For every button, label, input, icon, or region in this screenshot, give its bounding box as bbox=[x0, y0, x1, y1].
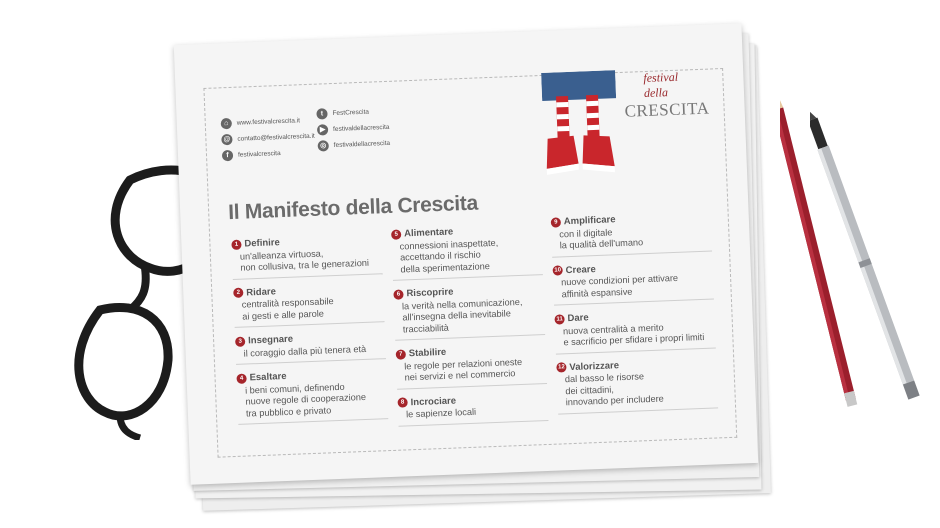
manifesto-item bbox=[554, 308, 715, 355]
item-number-badge: 3 bbox=[235, 336, 245, 346]
youtube-icon: ▶ bbox=[317, 124, 328, 135]
item-number-badge: 8 bbox=[397, 398, 407, 408]
item-description: le regole per relazioni oneste nei servizi e nel commercio bbox=[396, 356, 547, 390]
contact-row[interactable]: ⌂ www.festivalcrescita.it bbox=[220, 112, 314, 132]
facebook-icon: f bbox=[222, 149, 233, 160]
festival-logo: festival della CRESCITA bbox=[624, 69, 710, 121]
item-name: Dare bbox=[567, 312, 589, 325]
item-number-badge: 5 bbox=[391, 229, 401, 239]
manifesto-item bbox=[391, 223, 543, 281]
contacts-right bbox=[316, 103, 390, 154]
item-number-badge: 1 bbox=[231, 239, 241, 249]
item-name: Riscoprire bbox=[406, 286, 454, 300]
item-description: la verità nella comunicazione, all'insegna della inevitabile tracciabilità bbox=[394, 296, 545, 341]
item-description: il coraggio dalla più tenera età bbox=[235, 343, 386, 365]
item-name: Alimentare bbox=[403, 226, 454, 240]
manifesto-item bbox=[235, 330, 386, 365]
manifesto-item bbox=[233, 282, 384, 328]
manifesto-item bbox=[397, 391, 548, 426]
manifesto-column bbox=[551, 211, 719, 422]
item-number-badge: 11 bbox=[554, 314, 564, 324]
twitter-icon: t bbox=[316, 108, 327, 119]
item-number-badge: 7 bbox=[396, 349, 406, 359]
item-number-badge: 2 bbox=[233, 288, 243, 298]
item-name: Ridare bbox=[246, 285, 277, 298]
manifesto-item bbox=[552, 259, 713, 306]
item-name: Insegnare bbox=[247, 333, 294, 347]
manifesto-column bbox=[391, 223, 549, 434]
item-description: connessioni inaspettate, accettando il rischio della sperimentazione bbox=[391, 236, 542, 281]
manifesto-item bbox=[551, 211, 712, 258]
manifesto-column bbox=[231, 233, 388, 433]
item-description: nuove condizioni per attivare affinità espansive bbox=[553, 272, 714, 306]
item-description: le sapienze locali bbox=[398, 404, 549, 426]
item-description: con il digitale la qualità dell'umano bbox=[551, 223, 712, 257]
home-icon: ⌂ bbox=[221, 117, 232, 128]
manifesto-item bbox=[556, 356, 718, 414]
contact-row[interactable]: f festivalcrescita bbox=[222, 144, 316, 164]
item-description: un'alleanza virtuosa, non collusiva, tra le generazioni bbox=[232, 246, 383, 280]
manifesto-item bbox=[396, 343, 547, 389]
item-name: Definire bbox=[244, 237, 281, 250]
instagram-icon: ◎ bbox=[318, 140, 329, 151]
at-icon: @ bbox=[221, 133, 232, 144]
page-title: Il Manifesto della Crescita bbox=[227, 191, 479, 225]
manifesto-item bbox=[393, 283, 545, 341]
contact-row[interactable]: @ contatto@festivalcrescita.it bbox=[221, 128, 315, 148]
contacts-left bbox=[220, 112, 315, 164]
item-name: Valorizzare bbox=[569, 359, 620, 373]
item-number-badge: 12 bbox=[556, 362, 566, 372]
kid-legs-image bbox=[541, 70, 619, 183]
manifesto-item bbox=[231, 233, 382, 279]
item-name: Esaltare bbox=[249, 370, 287, 384]
contact-row[interactable]: ◎ festivaldellacrescita bbox=[317, 135, 390, 154]
manifesto-paper bbox=[174, 23, 758, 484]
item-name: Creare bbox=[565, 263, 596, 276]
item-number-badge: 6 bbox=[393, 289, 403, 299]
item-name: Stabilire bbox=[408, 346, 447, 360]
contact-row[interactable]: ▶ festivaldellacrescita bbox=[317, 119, 390, 138]
item-number-badge: 10 bbox=[553, 266, 563, 276]
contact-row[interactable]: t FestCrescita bbox=[316, 103, 389, 122]
item-description: i beni comuni, definendo nuove regole di cooperazione tra pubblico e privato bbox=[237, 380, 388, 425]
manifesto-item bbox=[236, 367, 388, 425]
item-description: dal basso le risorse dei cittadini, innovando per includere bbox=[557, 368, 718, 414]
item-name: Incrociare bbox=[410, 394, 457, 408]
item-description: centralità responsabile ai gesti e alle parole bbox=[234, 294, 385, 328]
item-number-badge: 9 bbox=[551, 217, 561, 227]
item-description: nuova centralità a merito e sacrificio per sfidare i propri limiti bbox=[555, 320, 716, 354]
silver-pen-image bbox=[810, 110, 920, 410]
item-number-badge: 4 bbox=[236, 373, 246, 383]
item-name: Amplificare bbox=[563, 214, 616, 228]
